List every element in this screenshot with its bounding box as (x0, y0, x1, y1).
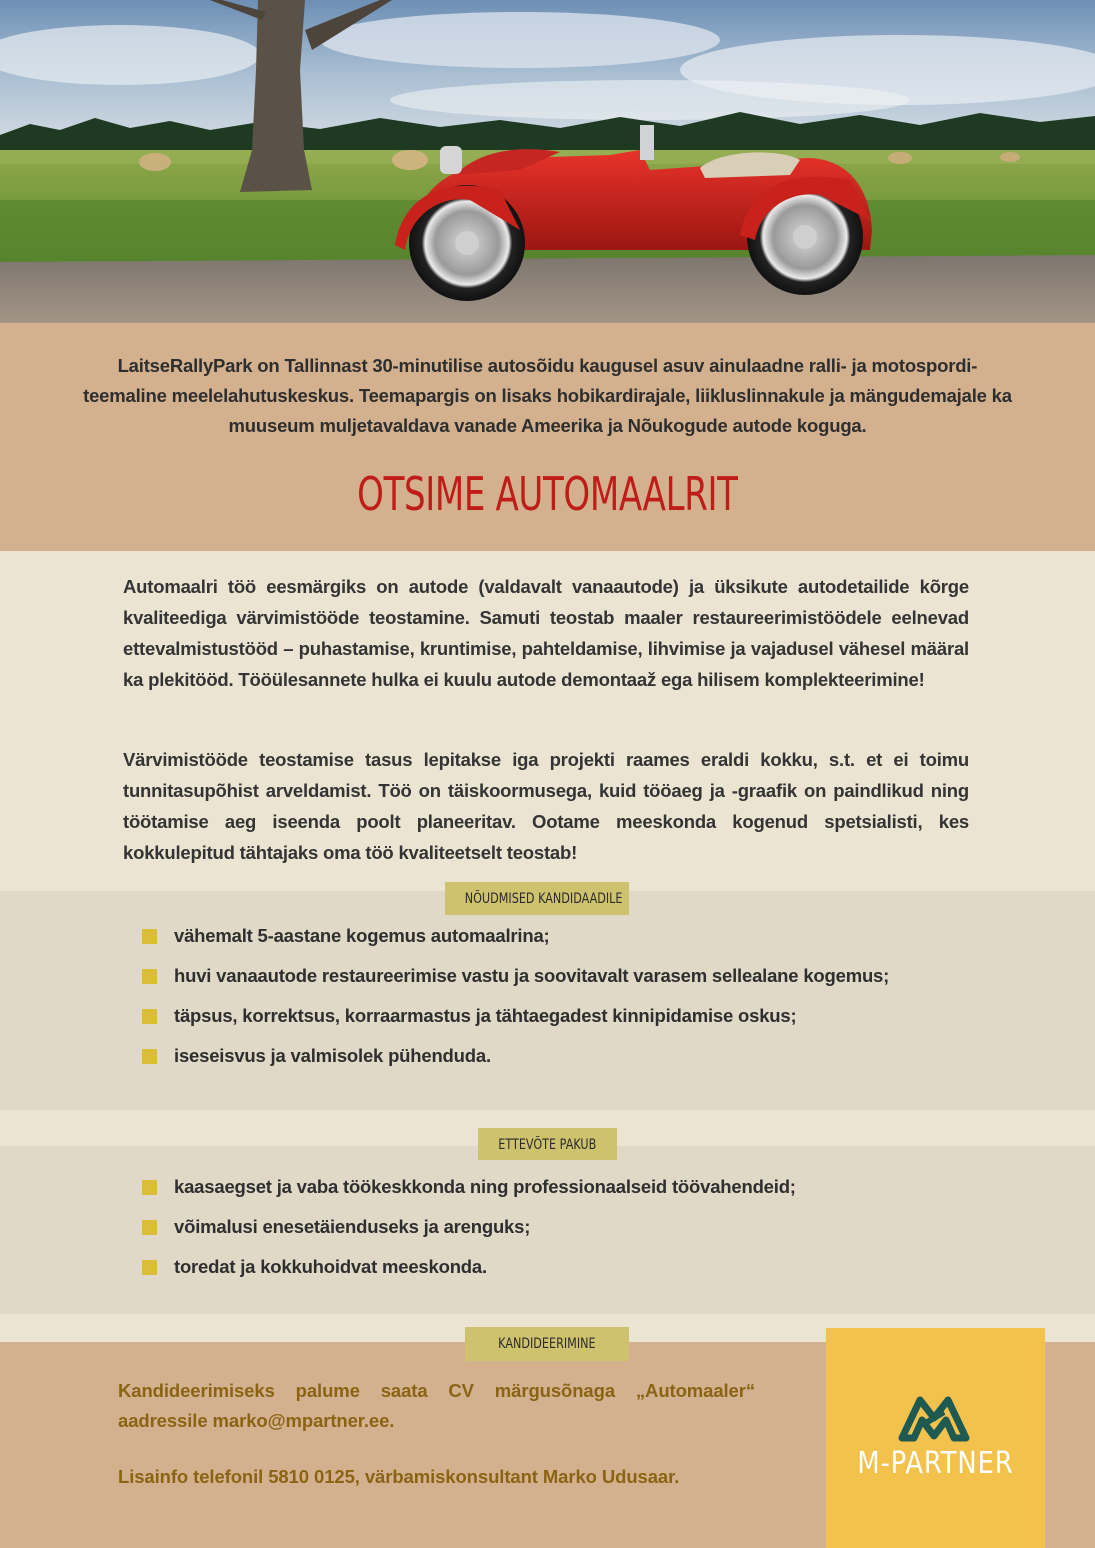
list-item (140, 916, 889, 956)
offer-title-text: ETTEVÕTE PAKUB (498, 1137, 597, 1153)
contact-info: Lisainfo telefonil 5810 0125, värbamiskonsultant Marko Udusaar. (118, 1466, 680, 1487)
requirements-title-text: NÕUDMISED KANDIDAADILE (464, 891, 623, 907)
list-item (140, 1207, 796, 1247)
application-title (465, 1327, 629, 1361)
description-paragraph-1: Automaalri töö eesmärgiks on autode (valdavalt vanaautode) ja üksikute autodetailide kõrge kvaliteediga värvimistööde teostamine. Samuti teostab maaler restaureerimistöödele eelnevad ettevalmistustööd – puhastamise, kruntimise, pahteldamise, lihvimise ja vajadusel vähesel määral ka plekitööd. Tööülesannete hulka ei kuulu autode demontaaž ega hilisem komplekteerimine! (123, 576, 969, 690)
square-bullet-icon (142, 1260, 157, 1275)
job-description (0, 551, 1095, 891)
m-partner-logo-icon (898, 1394, 970, 1442)
description-paragraph-2: Värvimistööde teostamise tasus lepitakse iga projekti raames eraldi kokku, s.t. et ei toimu tunnitasupõhist arveldamist. Töö on täiskoormusega, kuid tööaeg ja -graafik on paindlikud ning töötamise aeg iseenda poolt planeeritav. Ootame meeskonda kogenud spetsialisti, kes kokkulepitud tähtajaks oma töö kvaliteetselt teostab! (123, 749, 969, 863)
list-item (140, 996, 889, 1036)
offer-list (140, 1167, 796, 1287)
company-logo (826, 1328, 1045, 1548)
square-bullet-icon (142, 1180, 157, 1195)
list-item (140, 1167, 796, 1207)
hero-illustration (0, 0, 1095, 323)
intro-section (0, 323, 1095, 551)
requirements-title (445, 882, 629, 915)
square-bullet-icon (142, 1009, 157, 1024)
square-bullet-icon (142, 1220, 157, 1235)
list-item (140, 1247, 796, 1287)
application-instructions: Kandideerimiseks palume saata CV märgusõnaga „Automaaler“ aadressile marko@mpartner.ee. (118, 1380, 755, 1431)
hero-image (0, 0, 1095, 323)
list-item-text: huvi vanaautode restaureerimise vastu ja soovitavalt varasem sellealane kogemus; (174, 965, 890, 986)
list-item-text: vähemalt 5-aastane kogemus automaalrina; (174, 925, 550, 946)
offer-title (478, 1128, 617, 1160)
logo-name: M-PARTNER (857, 1446, 1014, 1481)
application-title-text: KANDIDEERIMINE (498, 1336, 596, 1352)
list-item-text: kaasaegset ja vaba töökeskkonda ning professionaalseid töövahendeid; (174, 1176, 796, 1197)
list-item-text: võimalusi enesetäienduseks ja arenguks; (174, 1216, 531, 1237)
list-item-text: täpsus, korrektsus, korraarmastus ja tähtaegadest kinnipidamise oskus; (174, 1005, 797, 1026)
list-item-text: toredat ja kokkuhoidvat meeskonda. (174, 1256, 487, 1277)
square-bullet-icon (142, 969, 157, 984)
page-title: OTSIME AUTOMAALRIT (357, 467, 738, 521)
requirements-list (140, 916, 889, 1076)
list-item (140, 1036, 889, 1076)
square-bullet-icon (142, 1049, 157, 1064)
intro-text: LaitseRallyPark on Tallinnast 30-minutilise autosõidu kaugusel asuv ainulaadne ralli- ja motosporditeemaline meelelahutuskeskus. Teemapargis on lisaks hobikardirajale, liikluslinnakule ja mängudemajale ka muuseum muljetavaldava vanade Ameerika ja Nõukogude autode koguga. (83, 355, 1012, 436)
list-item (140, 956, 889, 996)
list-item-text: iseseisvus ja valmisolek pühenduda. (174, 1045, 491, 1066)
square-bullet-icon (142, 929, 157, 944)
